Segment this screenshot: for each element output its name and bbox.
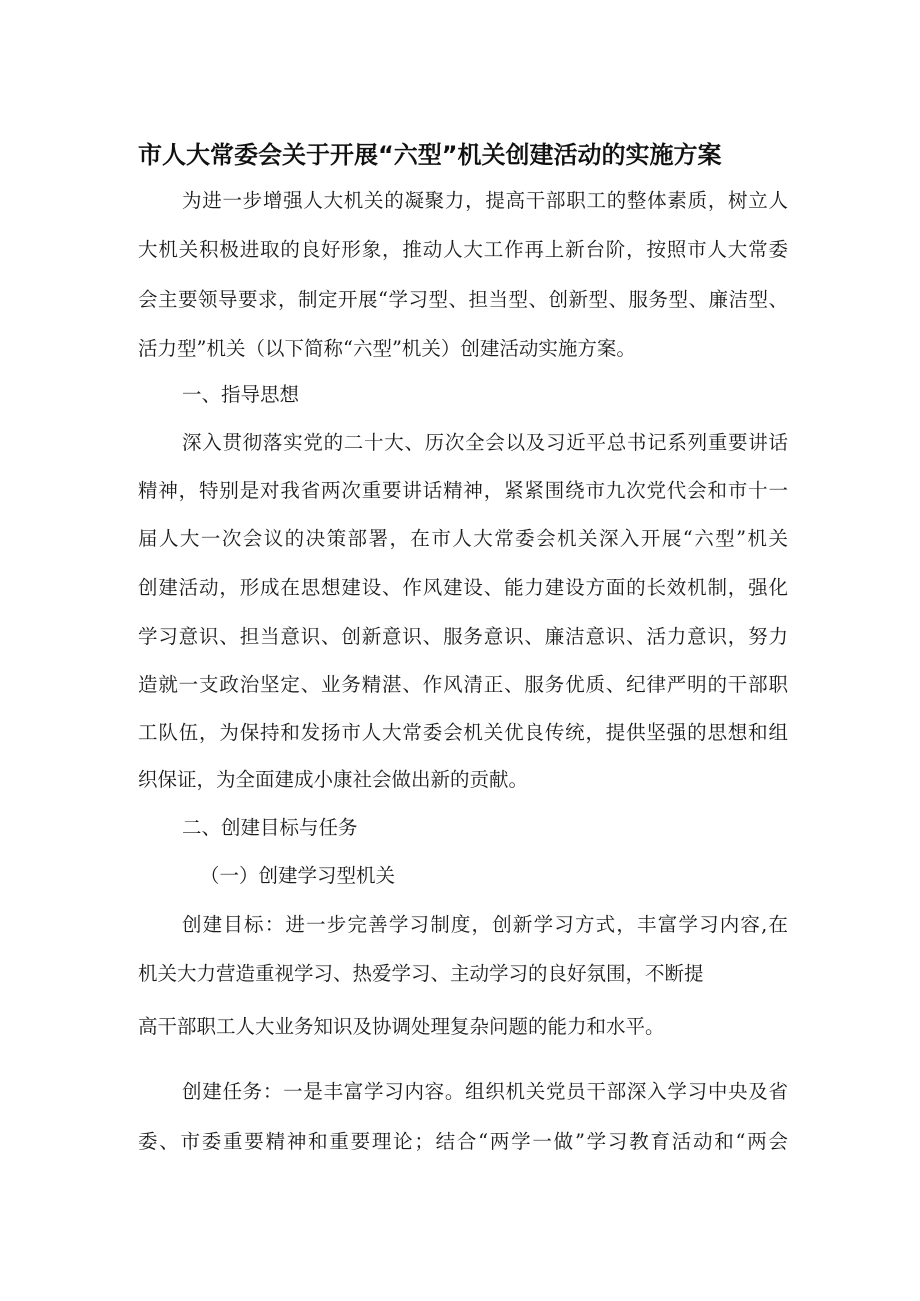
intro-line-3: 会主要领导要求，制定开展“学习型、担当型、创新型、服务型、廉洁型、 [138,288,788,311]
section1-line-6: 造就一支政治坚定、业务精湛、作风清正、服务优质、纪律严明的干部职 [138,673,788,696]
subsection-heading-learning-organ: （一）创建学习型机关 [200,864,396,887]
section1-line-4: 创建活动，形成在思想建设、作风建设、能力建设方面的长效机制，强化 [138,576,788,599]
section-heading-goals-and-tasks: 二、创建目标与任务 [182,816,358,839]
goal-line-2: 机关大力营造重视学习、热爱学习、主动学习的良好氛围，不断提 [138,962,704,985]
section1-line-2: 精神，特别是对我省两次重要讲话精神，紧紧围绕市九次党代会和市十一 [138,479,788,502]
section1-line-7: 工队伍，为保持和发扬市人大常委会机关优良传统，提供坚强的思想和组 [138,721,788,744]
section1-line-5: 学习意识、担当意识、创新意识、服务意识、廉洁意识、活力意识，努力 [138,625,788,648]
task-line-2: 委、市委重要精神和重要理论；结合“两学一做”学习教育活动和“两会 [138,1130,788,1153]
section1-line-8: 织保证，为全面建成小康社会做出新的贡献。 [138,768,529,791]
document-title: 市人大常委会关于开展“六型”机关创建活动的实施方案 [138,141,722,169]
section1-line-3: 届人大一次会议的决策部署，在市人大常委会机关深入开展“六型”机关 [138,527,788,550]
task-line-1: 创建任务：一是丰富学习内容。组织机关党员干部深入学习中央及省 [182,1080,788,1103]
intro-line-4: 活力型”机关（以下简称“六型”机关）创建活动实施方案。 [138,337,636,360]
intro-line-2: 大机关积极进取的良好形象，推动人大工作再上新台阶，按照市人大常委 [138,238,788,261]
intro-line-1: 为进一步增强人大机关的凝聚力，提高干部职工的整体素质，树立人 [182,189,788,212]
goal-line-1: 创建目标：进一步完善学习制度，创新学习方式，丰富学习内容,在 [182,913,788,936]
section-heading-guiding-ideology: 一、指导思想 [182,383,300,406]
section1-line-1: 深入贯彻落实党的二十大、历次全会以及习近平总书记系列重要讲话 [182,431,788,454]
goal-line-3: 高干部职工人大业务知识及协调处理复杂问题的能力和水平。 [138,1015,665,1038]
